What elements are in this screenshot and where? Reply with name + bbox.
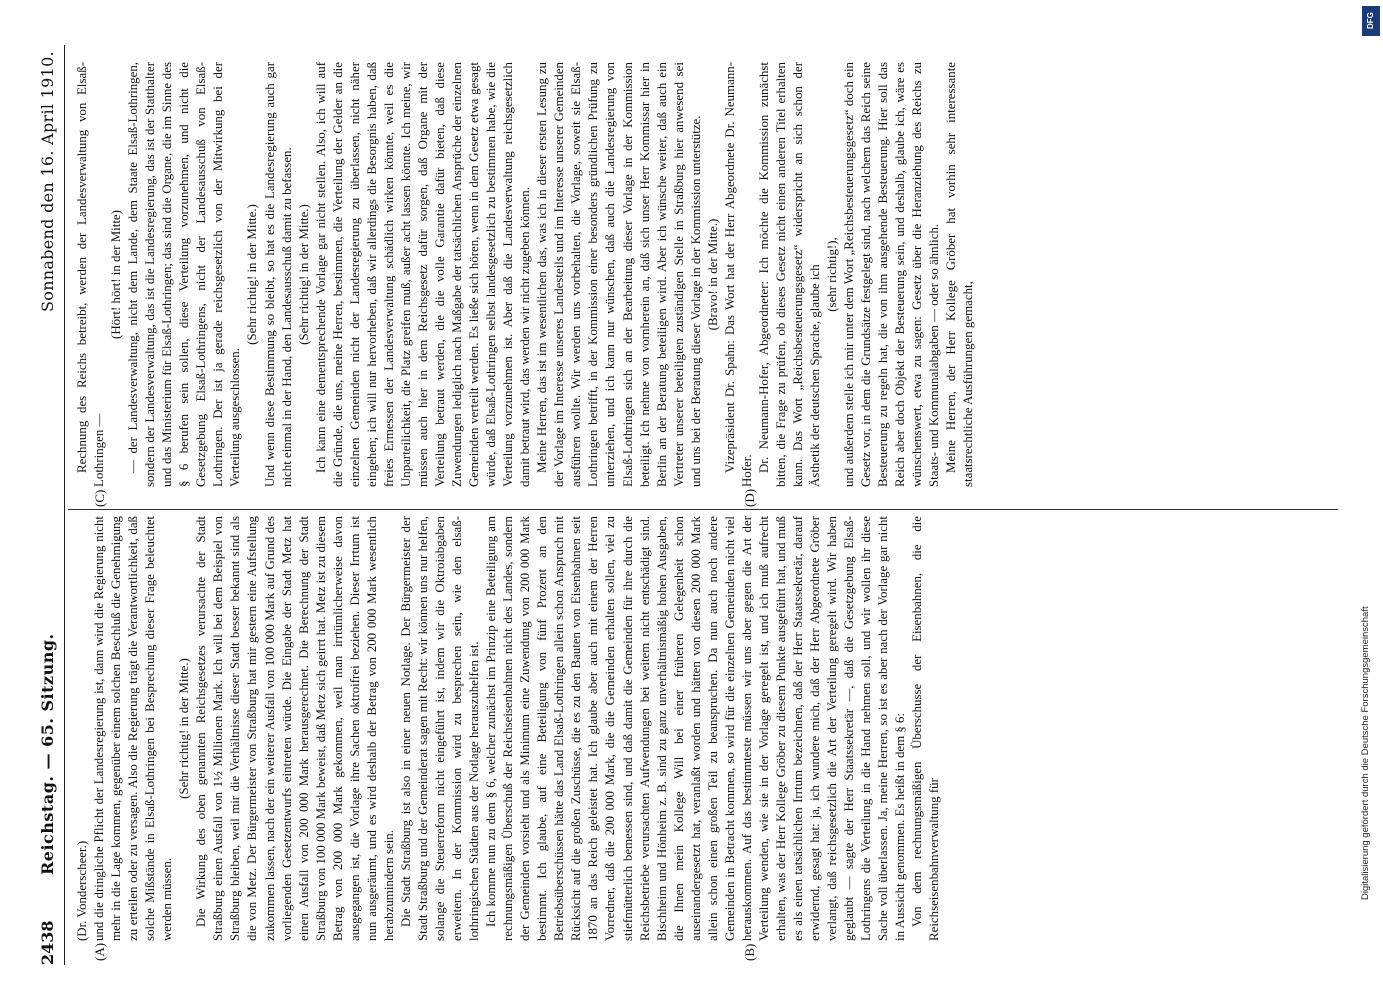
interjection: (sehr richtig!), xyxy=(825,237,840,312)
margin-mark-a: (A) xyxy=(92,942,107,961)
paragraph: Dr. Neumann-Hofer, Abgeordneter: Ich möchte die Kommission zunächst bitten, die Frage zu prüfen, ob dieses Gesetz nicht einen anderen Titel erhalten kann. Das Wort „Reichsbesteuerungsgesetz“ widerspricht an sich schon der Ästhetik der deutschen Sprache, glaube ich xyxy=(756,62,823,487)
page-number: 2438 xyxy=(38,920,57,965)
margin-mark-b: (B) xyxy=(742,943,757,961)
header-rule xyxy=(64,45,65,965)
dfg-logo: DFG xyxy=(1362,6,1380,36)
paragraph: Rechnung des Reichs betreibt, werden der Landesverwaltung von Elsaß-Lothringen — xyxy=(75,62,107,487)
margin-mark-c: (C) xyxy=(92,489,107,507)
column-divider xyxy=(68,509,1338,510)
interjection: (Hört! hört! in der Mitte) xyxy=(109,210,124,339)
interjection: (Sehr richtig! in der Mitte.) xyxy=(177,658,192,799)
page-header xyxy=(34,45,64,965)
paragraph: Ich kann eine dementsprechende Vorlage gar nicht stellen. Also, ich will auf die Gründe, die uns, meine Herren, bestimmen, die Verteilung der Gelder an die einzelnen Gemeinden nicht der Landesregierung zu überlassen, nicht näher eingehen; ich will nur hervorheben, daß wir allerdings die Besorgnis haben, daß freies Ermessen der Landesverwaltung schädlich wirken könnte, weil es die Unparteilichkeit, die Platz greifen muß, außer acht lassen könnte. Ich meine, wir müssen auch hier in dem Reichsgesetz dafür sorgen, daß Organe mit der Verteilung betraut werden, die die volle Garantie dafür bieten, daß diese Zuwendungen lediglich nach Maßgabe der tatsächlichen Ansprüche der einzelnen Gemeinden verteilt werden. Es ließe sich hören, wenn in dem Gesetz etwa gesagt würde, daß Elsaß-Lothringen selbst landesgesetzlich zu bestimmen habe, wie die Verteilung vorzunehmen ist. Aber daß die Landesverwaltung reichsgesetzlich damit betraut wird, das werden wir nicht zugeben können. xyxy=(313,62,533,487)
paragraph: Die Wirkung des oben genannten Reichsgesetzes verursachte der Stadt Straßburg einen Ausfall von 1½ Millionen Mark. Ich will bei dem Beispiel von Straßburg bleiben, weil mir die Verhältnisse dieser Stadt besser bekannt sind als die von Metz. Der Bürgermeister von Straßburg hat mir gestern eine Aufstellung zukommen lassen, nach der ein weiterer Ausfall von 100 000 Mark auf Grund des vorliegenden Gesetzentwurfs eintreten würde. Die Eingabe der Stadt Metz hat einen Ausfall von 200 000 Mark herausgerechnet. Die Berechnung der Stadt Straßburg von 100 000 Mark beweist, daß Metz sich geirrt hat. Metz ist zu diesem Betrag von 200 000 Mark gekommen, weil man irrtümlicherweise davon ausgegangen ist, die Vorlage ihre Sachen oktroifrei beziehen. Dieser Irrtum ist nun ausgeräumt, und es wird deshalb der Betrag von 200 000 Mark wesentlich herabzumindern sein. xyxy=(194,516,396,941)
interjection: (Sehr richtig! in der Mitte.) xyxy=(245,204,260,345)
session-date: Sonnabend den 16. April 1910. xyxy=(38,51,57,312)
paragraph: Meine Herren, der Herr Kollege Gröber hat vorhin sehr interessante staatsrechtliche Ausführungen gemacht, xyxy=(944,62,976,487)
interjection: (Bravo! in der Mitte.) xyxy=(705,218,720,331)
right-column xyxy=(74,62,977,487)
paragraph: und außerdem stelle ich mir unter dem Wort „Reichsbesteuerungsgesetz“ doch ein Gesetz vor, in dem die Grundsätze festgelegt sind, nach welchem das Reich seine Besteuerung zu regeln hat, die von ihm ausgehende Besteuerung. Hier soll das Reich aber doch Objekt der Besteuerung sein, und deshalb, glaube ich, wäre es wünschenswert, etwa zu sagen: Gesetz über die Heranziehung des Reichs zu Staats- und Kommunalabgaben — oder so ähnlich. xyxy=(842,62,942,487)
paragraph: Meine Herren, das ist im wesentlichen das, was ich in dieser ersten Lesung zu der Vorlage im Interesse unseres Landesteils und im Interesse unserer Gemeinden ausführen wollte. Wir werden uns vorbehalten, die Vorlage, soweit sie Elsaß-Lothringen betrifft, in der Kommission einer besonders gründlichen Prüfung zu unterziehen, und ich kann nur wünschen, daß auch die Landesregierung von Elsaß-Lothringen sich an der Bearbeitung dieser Vorlage in der Kommission beteiligt. Ich nehme von vornherein an, daß sich unser Herr Kommissar hier in Berlin an der Beratung beteiligen wird. Aber ich wünsche weiter, daß auch ein Vertreter unserer beteiligten zuständigen Stelle in Straßburg hier anwesend sei und uns bei der Beratung dieser Vorlage in der Kommission unterstütze. xyxy=(535,62,703,487)
left-column xyxy=(74,516,943,941)
margin-mark-d: (D) xyxy=(742,488,757,507)
paragraph: Von dem rechnungsmäßigen Überschusse der Eisenbahnen, die die Reichseisenbahnverwaltung für xyxy=(910,516,942,941)
paragraph: — der Landesverwaltung, nicht dem Lande, dem Staate Elsaß-Lothringen, sondern der Landesverwaltung, das ist die Landesregierung, das ist der Statthalter und das Ministerium für Elsaß-Lothringen; das sind die Organe, die im Sinne des § 6 berufen sein sollen, diese Verteilung vorzunehmen, und nicht die Gesetzgebung Elsaß-Lothringens, nicht der Landesausschuß von Elsaß-Lothringen. Der ist ja gerade reichsgesetzlich von der Mitwirkung bei der Verteilung ausgeschlossen. xyxy=(126,62,243,487)
rotated-page-content xyxy=(34,45,1344,965)
paragraph: Und wenn diese Bestimmung so bleibt, so hat es die Landesregierung auch gar nicht einmal in der Hand, den Landesausschuß damit zu befassen. xyxy=(262,62,294,487)
paragraph: Vizepräsident Dr. Spahn: Das Wort hat der Herr Abgeordnete Dr. Neumann-Hofer. xyxy=(722,62,754,487)
session-title: Reichstag. — 65. Sitzung. xyxy=(38,633,57,875)
paragraph: und die dringliche Pflicht der Landesregierung ist, dann wird die Regierung nicht mehr in die Lage kommen, gegenüber einem solchen Beschluß die Genehmigung zu erteilen oder zu versagen. Also die Regierung trägt die Verantwortlichkeit, daß solche Mißstände in Elsaß-Lothringen bei Besprechung dieser Frage beleuchtet werden müssen. xyxy=(92,516,175,941)
speaker-note: (Dr. Vonderscheer.) xyxy=(75,840,89,941)
paragraph: Ich komme nun zu dem § 6, welcher zunächst im Prinzip eine Beteiligung am rechnungsmäßigen Überschuß der Reichseisenbahnen nicht des Landes, sondern der Gemeinden vorsieht und als Minimum eine Zuwendung von 200 000 Mark bestimmt. Ich glaube, auf eine Beteiligung von fünf Prozent an den Betriebsüberschüssen hätte das Land Elsaß-Lothringen allein schon Anspruch mit Rücksicht auf die großen Zuschüsse, die es zu den Bauten von Eisenbahnen seit 1870 an das Reich geleistet hat. Ich glaube aber auch mit einem der Herren Vorredner, daß die 200 000 Mark, die die Gemeinden erhalten sollen, viel zu stiefmütterlich bemessen sind, und daß damit die Gemeinden für ihre durch die Reichsbetriebe verursachten Aufwendungen bei weitem nicht entschädigt sind. Bischheim und Hönheim z. B. sind zu ganz unverhältnismäßig hohen Ausgaben, die Ihnen mein Kollege Will bei einer früheren Gelegenheit schon auseinandergesetzt hat, veranlaßt worden und hätten von diesen 200 000 Mark allein schon einen großen Teil zu beanspruchen. Da nun auch noch andere Gemeinden in Betracht kommen, so wird für die einzelnen Gemeinden nicht viel herauskommen. Auf das bestimmteste müssen wir uns aber gegen die Art der Verteilung wenden, wie sie in der Vorlage geregelt ist, und ich muß aufrecht erhalten, was der Herr Kollege Gröber zu diesem Punkte ausgeführt hat, und muß es als einen tatsächlichen Irrtum bezeichnen, daß der Herr Staatssekretär, darauf erwidernd, gesagt hat: ja, ich wundere mich, daß der Herr Abgeordnete Gröber verlangt, daß reichsgesetzlich die Art der Verteilung geregelt wird. Wir haben geglaubt — sagte der Herr Staatssekretär —, daß die Gesetzgebung Elsaß-Lothringens die Verteilung in die Hand nehmen soll, und wir wollen ihr diese Sache voll überlassen. Ja, meine Herren, so ist es aber nach der Vorlage gar nicht in Aussicht genommen. Es heißt in dem § 6: xyxy=(484,516,908,941)
paragraph: Die Stadt Straßburg ist also in einer neuen Notlage. Der Bürgermeister der Stadt Straßburg und der Gemeinderat sagen mit Recht: wir können uns nur helfen, solange die Steuerreform nicht eingeführt ist, indem wir die Oktroiabgaben erweitern. In der Kommission wird zu besprechen sein, wie den elsaß-lothringischen Städten aus der Notlage herauszuhelfen ist. xyxy=(398,516,482,941)
interjection: (Sehr richtig! in der Mitte.) xyxy=(296,204,311,345)
digitization-note: Digitalisierung gefördert durch die Deutsche Forschungsgemeinschaft xyxy=(1360,606,1371,900)
